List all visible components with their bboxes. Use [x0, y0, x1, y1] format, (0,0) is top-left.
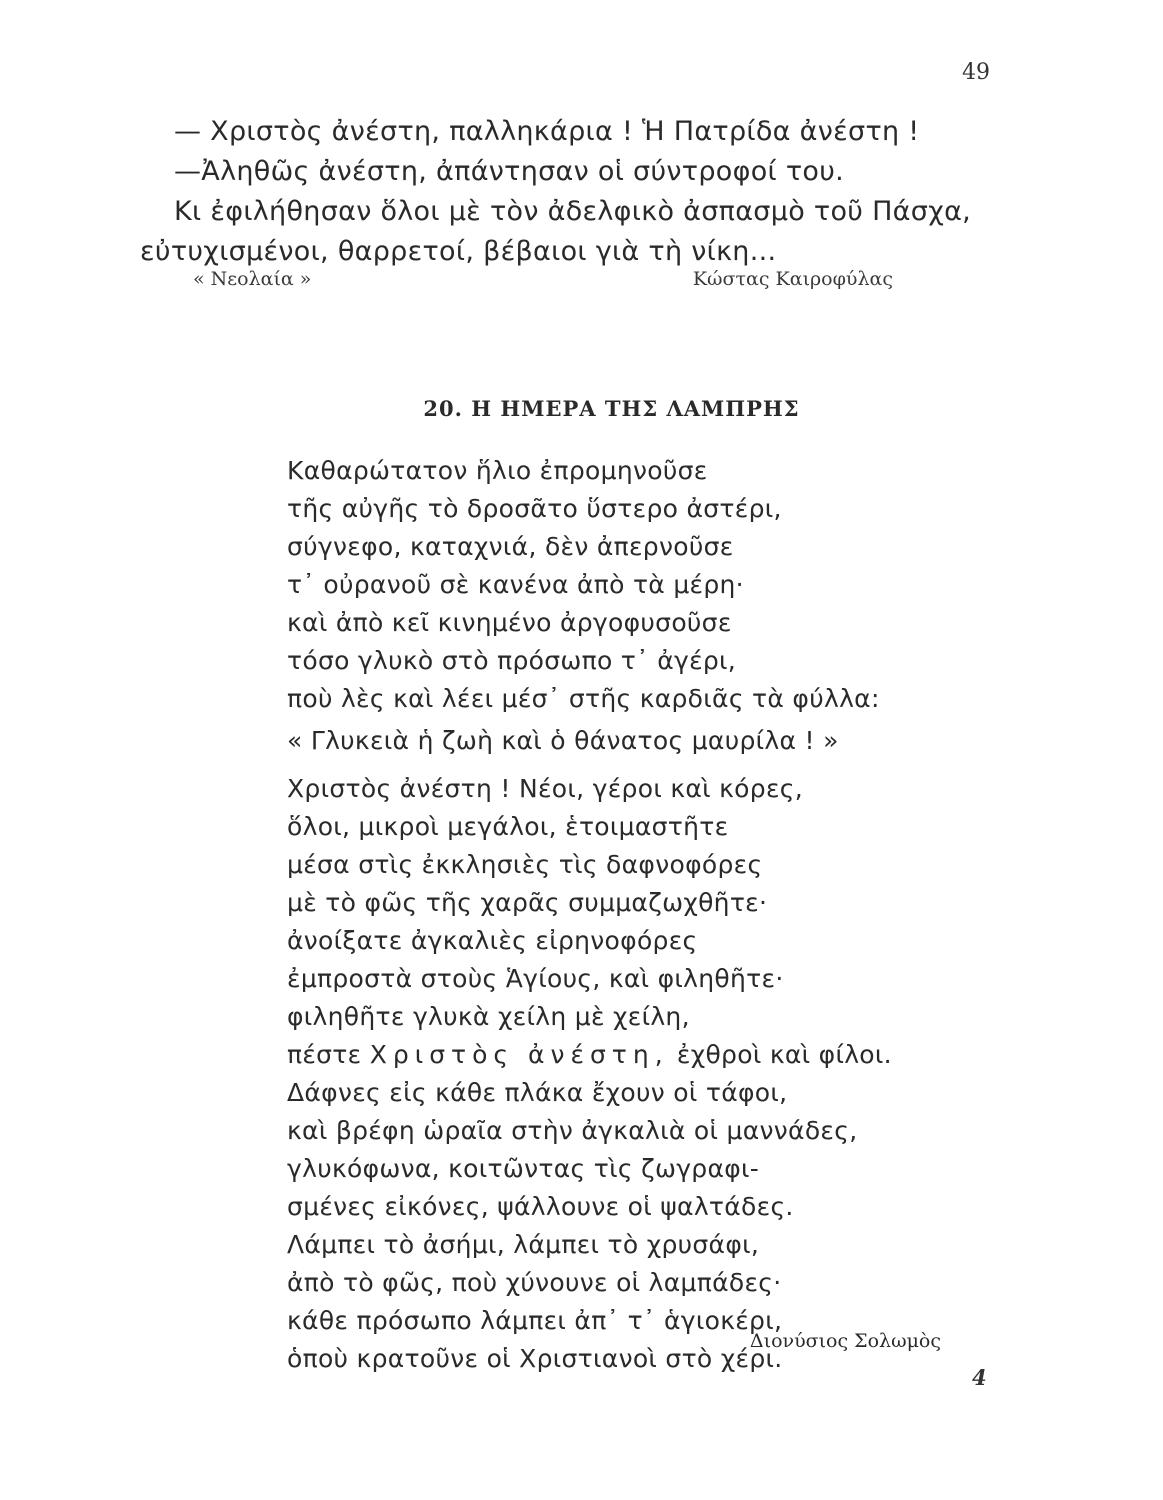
prose-line: — Χριστὸς ἀνέστη, παλληκάρια ! Ἡ Πατρίδα ἀνέστη ! — [174, 116, 920, 147]
poem-stanza — [287, 452, 907, 760]
poem — [287, 452, 907, 1378]
poem-line: τ᾿ οὐρανοῦ σὲ κανένα ἀπὸ τὰ μέρη· — [287, 570, 744, 599]
poem-line: σύγνεφο, καταχνιά, δὲν ἀπερνοῦσε — [287, 532, 734, 561]
poem-line-emphasis — [287, 1036, 907, 1074]
poem-line: ὅλοι, μικροὶ μεγάλοι, ἑτοιμαστῆτε — [287, 812, 729, 841]
poem-line: φιληθῆτε γλυκὰ χείλη μὲ χείλη, — [287, 1002, 690, 1031]
poem-line: καὶ βρέφη ὡραῖα στὴν ἀγκαλιὰ οἱ μαννάδες, — [287, 1116, 858, 1145]
prose-passage — [140, 112, 972, 272]
poem-line: τῆς αὐγῆς τὸ δροσᾶτο ὕστερο ἀστέρι, — [287, 494, 782, 523]
poem-line: μὲ τὸ φῶς τῆς χαρᾶς συμμαζωχθῆτε· — [287, 888, 768, 917]
poem-line: Χριστὸς ἀνέστη ! Νέοι, γέροι καὶ κόρες, — [287, 774, 803, 803]
attribution-line — [193, 268, 893, 298]
line-end: ἐχθροὶ καὶ φίλοι. — [676, 1040, 892, 1069]
poem-line: μέσα στὶς ἐκκλησιὲς τὶς δαφνοφόρες — [287, 850, 763, 879]
section-heading: 20. Η ΗΜΕΡΑ ΤΗΣ ΛΑΜΠΡΗΣ — [423, 396, 800, 421]
poem-line: ὁποὺ κρατοῦνε οἱ Χριστιανοὶ στὸ χέρι. — [287, 1344, 783, 1373]
prose-line: —Ἀληθῶς ἀνέστη, ἀπάντησαν οἱ σύντροφοί του. — [174, 156, 845, 187]
page-number: 49 — [962, 60, 990, 85]
spaced-emphasis: Χριστὸς ἀνέστη, — [369, 1040, 669, 1069]
line-start: πέστε — [287, 1040, 362, 1069]
poem-stanza — [287, 770, 907, 1074]
poem-line: Καθαρώτατον ἥλιο ἐπρομηνοῦσε — [287, 456, 708, 485]
prose-line: εὐτυχισμένοι, θαρρετοί, βέβαιοι γιὰ τὴ νίκη... — [140, 236, 777, 267]
folio-mark: 4 — [972, 1365, 987, 1390]
poem-refrain: « Γλυκειὰ ἡ ζωὴ καὶ ὁ θάνατος μαυρίλα ! » — [287, 726, 839, 755]
poem-line: ποὺ λὲς καὶ λέει μέσ᾿ στῆς καρδιᾶς τὰ φύλλα: — [287, 684, 880, 713]
poem-line: Λάμπει τὸ ἀσήμι, λάμπει τὸ χρυσάφι, — [287, 1230, 760, 1259]
prose-line: Κι ἐφιλήθησαν ὅλοι μὲ τὸν ἀδελφικὸ ἀσπασμὸ τοῦ Πάσχα, — [174, 196, 972, 227]
poem-line: ἀπὸ τὸ φῶς, ποὺ χύνουνε οἱ λαμπάδες· — [287, 1268, 782, 1297]
poem-line: γλυκόφωνα, κοιτῶντας τὶς ζωγραφι- — [287, 1154, 760, 1183]
poem-line: σμένες εἰκόνες, ψάλλουνε οἱ ψαλτάδες. — [287, 1192, 794, 1221]
poem-line: κάθε πρόσωπο λάμπει ἀπ᾿ τ᾿ ἁγιοκέρι, — [287, 1306, 783, 1335]
poem-line: καὶ ἀπὸ κεῖ κινημένο ἀργοφυσοῦσε — [287, 608, 732, 637]
source-name: « Νεολαία » — [193, 268, 312, 290]
poem-line: ἐμπροστὰ στοὺς Ἁγίους, καὶ φιληθῆτε· — [287, 964, 784, 993]
poem-line: Δάφνες εἰς κάθε πλάκα ἔχουν οἱ τάφοι, — [287, 1078, 788, 1107]
poem-author: Διονύσιος Σολωμὸς — [749, 1330, 941, 1352]
prose-author: Κώστας Καιροφύλας — [692, 268, 893, 290]
poem-line: τόσο γλυκὸ στὸ πρόσωπο τ᾿ ἀγέρι, — [287, 646, 737, 675]
poem-line: ἀνοίξατε ἀγκαλιὲς εἰρηνοφόρες — [287, 926, 698, 955]
stanza-gap — [287, 760, 907, 770]
